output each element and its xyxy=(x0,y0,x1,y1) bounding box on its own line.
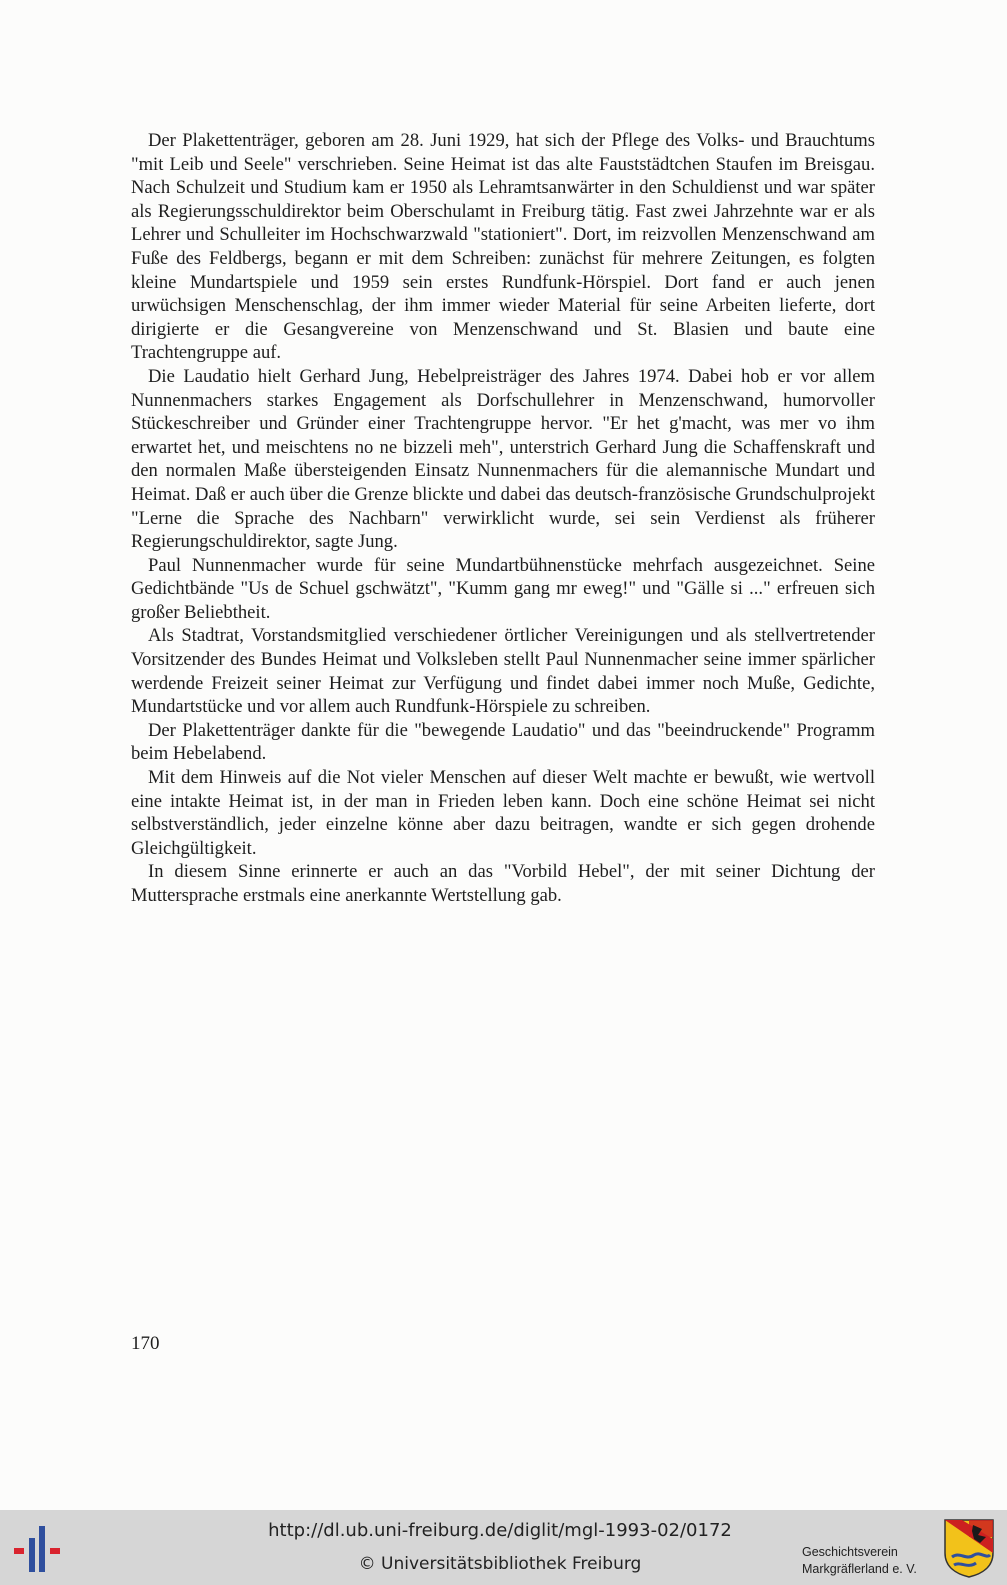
permalink-url[interactable]: http://dl.ub.uni-freiburg.de/diglit/mgl-1993-02/0172 xyxy=(268,1520,732,1541)
paragraph-4: Als Stadtrat, Vorstandsmitglied verschiedener örtlicher Vereinigungen und als stellvertretender Vorsitzender des Bundes Heimat und Volksleben stellt Paul Nunnenmacher seine immer spärlicher werdende Freizeit seiner Heimat zur Verfügung und findet dabei immer noch Muße, Gedichte, Mundartstücke und vor allem auch Rundfunk-Hörspiele zu schreiben. xyxy=(131,625,875,718)
footer-bar xyxy=(0,1510,1007,1585)
page-number: 170 xyxy=(131,1333,160,1354)
paragraph-1: Der Plakettenträger, geboren am 28. Juni 1929, hat sich der Pflege des Volks- und Brauchtums "mit Leib und Seele" verschrieben. Seine Heimat ist das alte Fauststädtchen Staufen im Breisgau. Nach Schulzeit und Studium kam er 1950 als Lehramtsanwärter in den Schuldienst und war später als Regierungsschuldirektor beim Oberschulamt in Freiburg tätig. Fast zwei Jahrzehnte war er als Lehrer und Schulleiter im Hochschwarzwald "stationiert". Dort, im reizvollen Menzenschwand am Fuße des Feldbergs, begann er mit dem Schreiben: zunächst für mehrere Zeitungen, es folgten kleine Mundartspiele und 1959 sein erstes Rundfunk-Hörspiel. Dort fand er auch jenen urwüchsigen Menschenschlag, der ihm immer wieder Material für seine Arbeiten lieferte, dort dirigierte er die Gesangvereine von Menzenschwand und St. Blasien und baute eine Trachtengruppe auf. xyxy=(131,130,875,364)
paragraph-5: Der Plakettenträger dankte für die "bewegende Laudatio" und das "beeindruckende" Programm beim Hebelabend. xyxy=(131,719,875,765)
copyright-notice: © Universitätsbibliothek Freiburg xyxy=(358,1554,642,1574)
org-line-1: Geschichtsverein xyxy=(802,1545,898,1559)
paragraph-7: In diesem Sinne erinnerte er auch an das "Vorbild Hebel", der mit seiner Dichtung der Muttersprache erstmals eine anerkannte Wertstellung gab. xyxy=(131,861,875,906)
paragraph-3: Paul Nunnenmacher wurde für seine Mundartbühnenstücke mehrfach ausgezeichnet. Seine Gedichtbände "Us de Schuel gschwätzt", "Kumm gang mr eweg!" und "Gälle si ..." erfreuen sich großer Beliebtheit. xyxy=(131,554,875,623)
ub-freiburg-logo-icon[interactable] xyxy=(12,1524,64,1574)
paragraph-2: Die Laudatio hielt Gerhard Jung, Hebelpreisträger des Jahres 1974. Dabei hob er vor allem Nunnenmachers starkes Engagement als Dorfschullehrer in Menzenschwand, humorvoller Stückeschreiber und Gründer einer Trachtengruppe hervor. "Er het g'macht, was mer vo ihm erwartet het, und meischtens no ne bizzeli meh", unterstrich Gerhard Jung die Schaffenskraft und den normalen Maße übersteigenden Einsatz Nunnenmachers für die alemannische Mundart und Heimat. Daß er auch über die Grenze blickte und dabei das deutsch-französische Grundschulprojekt "Lerne die Sprache des Nachbarn" verwirklicht wurde, sei sein Verdienst als früherer Regierungschuldirektor, sagte Jung. xyxy=(131,365,875,553)
organization-name xyxy=(802,1544,932,1578)
coat-of-arms-icon xyxy=(942,1517,996,1579)
org-line-2: Markgräflerland e. V. xyxy=(802,1562,917,1576)
paragraph-6: Mit dem Hinweis auf die Not vieler Menschen auf dieser Welt machte er bewußt, wie wertvoll eine intakte Heimat ist, in der man in Frieden leben kann. Doch eine schöne Heimat sei nicht selbstverständlich, jeder einzelne könne aber dazu beitragen, wandte er sich gegen drohende Gleichgültigkeit. xyxy=(131,767,875,859)
body-text xyxy=(131,129,875,908)
